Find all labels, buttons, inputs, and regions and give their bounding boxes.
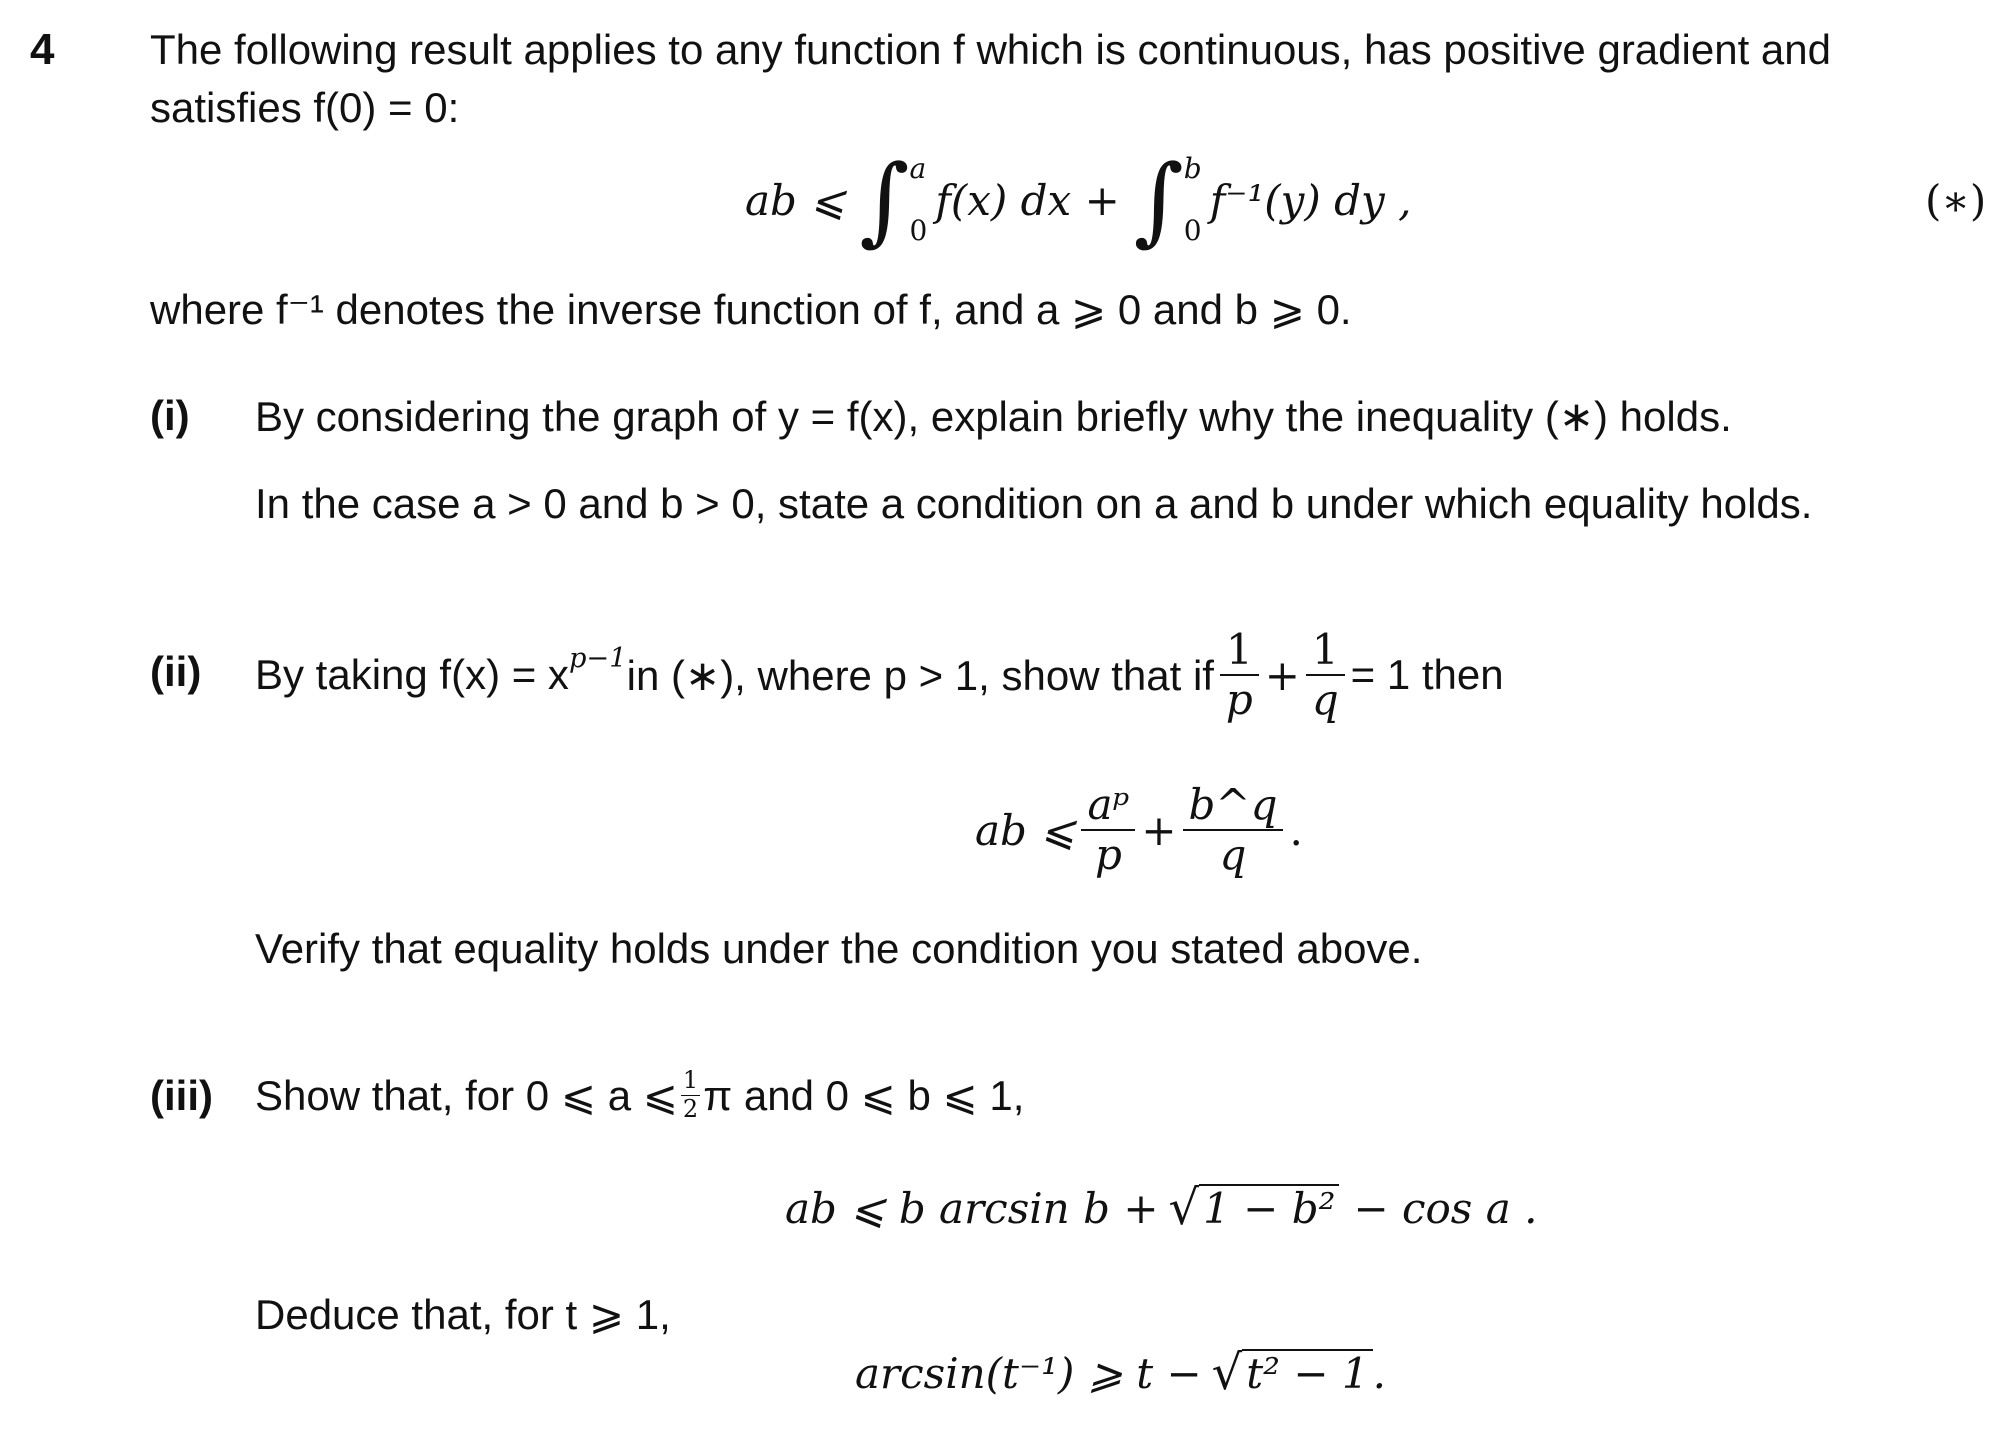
part-ii-text-start: By taking f(x) = x [255, 651, 569, 698]
part-iii-deduce: Deduce that, for t ⩾ 1, [255, 1291, 671, 1338]
integrand-1: f(x) dx + [935, 175, 1120, 225]
fraction-ap-over-p [1081, 781, 1135, 880]
part-ii-text-mid: in (∗), where p > 1, show that if [626, 651, 1214, 699]
part-iii-line-1 [255, 1060, 1024, 1130]
part-iii-text-start: Show that, for 0 ⩽ a ⩽ [255, 1071, 678, 1119]
arcsin-ineq-start: ab ⩽ b arcsin b + [785, 1183, 1159, 1233]
fraction-bq-denominator: q [1219, 830, 1247, 879]
part-ii-text-end: = 1 then [1350, 651, 1504, 698]
arcsin-ineq-end: − cos a . [1353, 1183, 1538, 1233]
integral-2-limits [1183, 152, 1202, 247]
half-numerator: 1 [682, 1065, 699, 1094]
fraction-1-denominator: p [1225, 675, 1253, 724]
part-iii-text-end: π and 0 ⩽ b ⩽ 1, [703, 1071, 1025, 1119]
plus-sign: + [1264, 650, 1300, 700]
part-i-line-2: In the case a > 0 and b > 0, state a condition on a and b under which equality holds. [255, 480, 1813, 527]
final-end: . [1372, 1348, 1386, 1398]
part-i-label: (i) [150, 392, 190, 439]
fraction-ap-denominator: p [1094, 830, 1122, 879]
fraction-ap-numerator: aᵖ [1081, 781, 1135, 831]
integral-1-limits [909, 152, 928, 247]
holder-lhs: ab ⩽ [975, 805, 1076, 855]
main-inequality [745, 140, 1411, 260]
question-number: 4 [30, 25, 55, 74]
intro-line-1: The following result applies to any function f which is continuous, has positive gradient and [150, 26, 1831, 73]
final-start: arcsin(t⁻¹) ⩾ t − [855, 1348, 1202, 1398]
part-ii-line-1 [255, 615, 1504, 735]
final-sqrt-content: t² − 1 [1242, 1349, 1372, 1397]
final-inequality [855, 1345, 1386, 1401]
integrand-2: f⁻¹(y) dy , [1209, 175, 1412, 225]
part-i-line-1: By considering the graph of y = f(x), explain briefly why the inequality (∗) holds. [255, 393, 1732, 440]
fraction-2-denominator: q [1311, 675, 1339, 724]
half-denominator: 2 [682, 1094, 699, 1123]
part-ii-exponent: p−1 [568, 643, 627, 674]
fraction-1-over-q [1306, 626, 1345, 725]
arcsin-inequality [785, 1180, 1537, 1236]
holder-plus: + [1141, 805, 1177, 855]
where-line: where f⁻¹ denotes the inverse function of f, and a ⩾ 0 and b ⩾ 0. [150, 286, 1352, 333]
equation-tag: (∗) [1925, 176, 1987, 225]
integral-2-upper: b [1183, 152, 1202, 185]
integral-sign-2: ∫ [1133, 144, 1184, 256]
fraction-bq-over-q [1183, 781, 1284, 880]
part-ii-verify: Verify that equality holds under the condition you stated above. [255, 925, 1423, 972]
sqrt-sign: √ [1168, 1180, 1200, 1236]
part-iii-label: (iii) [150, 1072, 213, 1119]
fraction-1-numerator: 1 [1220, 626, 1259, 676]
fraction-one-half [681, 1067, 700, 1123]
fraction-2-numerator: 1 [1306, 626, 1345, 676]
part-ii-label: (ii) [150, 648, 202, 695]
sqrt-content: 1 − b² [1199, 1184, 1339, 1232]
fraction-1-over-p [1220, 626, 1259, 725]
integral-1-lower: 0 [909, 214, 928, 247]
holder-end: . [1289, 805, 1303, 855]
integral-sign-1: ∫ [859, 144, 910, 256]
main-lhs: ab ⩽ [745, 175, 846, 225]
integral-2-lower: 0 [1183, 214, 1202, 247]
integral-1-upper: a [909, 152, 927, 185]
fraction-bq-numerator: b^q [1183, 781, 1284, 831]
final-sqrt-sign: √ [1211, 1345, 1243, 1401]
holder-inequality [975, 770, 1303, 890]
intro-line-2: satisfies f(0) = 0: [150, 84, 460, 131]
